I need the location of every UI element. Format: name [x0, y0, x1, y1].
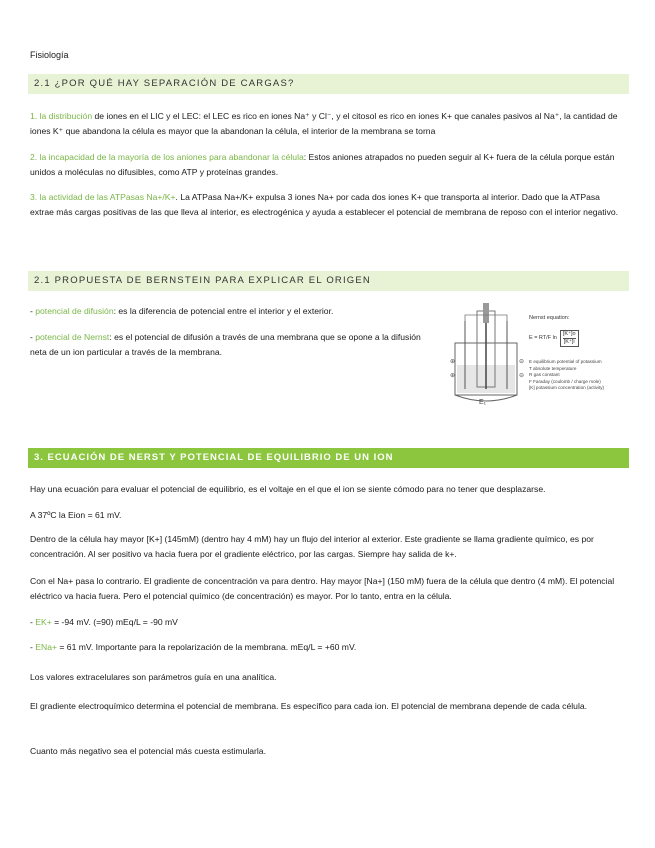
- svg-text:⊕: ⊕: [450, 373, 456, 379]
- lead-text: EK+: [35, 617, 52, 627]
- lead-text: potencial de Nernst: [35, 332, 110, 342]
- paragraph-extracellular: Los valores extracelulares son parámetros guía en una analítica.: [30, 672, 277, 682]
- legend-item: E equilibrium potential of potassium: [529, 359, 602, 364]
- lead-text: 2. la incapacidad de la mayoría de los aniones para abandonar la célula: [30, 152, 304, 162]
- nernst-equation-box: [529, 315, 623, 392]
- paragraph-atpase: [30, 190, 626, 220]
- paragraph-ena: - ENa+ = 61 mV. Importante para la repolarización de la membrana. mEq/L = +60 mV.: [30, 642, 357, 652]
- equation-lhs: E = RT/F ln: [529, 335, 557, 341]
- svg-text:⊕: ⊕: [450, 359, 456, 365]
- lead-text: potencial de difusión: [35, 306, 114, 316]
- electrode-top-shape: [483, 303, 489, 323]
- paragraph-stimulation: Cuanto más negativo sea el potencial más cuesta estimularla.: [30, 746, 266, 756]
- body-text: : es la diferencia de potencial entre el interior y el exterior.: [113, 306, 334, 316]
- vessel-label: E₁: [479, 399, 487, 406]
- legend-item: T absolute temperature: [529, 365, 577, 371]
- lead-text: 1. la distribución: [30, 111, 93, 121]
- legend-item: [K] potassium concentration (activity): [529, 385, 605, 390]
- paragraph-anions: [30, 150, 626, 180]
- paragraph-ek: - EK+ = -94 mV. (=90) mEq/L = -90 mV: [30, 617, 178, 627]
- paragraph-sodium: Con el Na+ pasa lo contrario. El gradiente de concentración va para dentro. Hay mayor [Na+] (150 mM) fuera de la célula que dentro (4 mM). El potencial eléctrico va hacia fuera. Pero el potencial químico (de concentración) es mayor. Por lo tanto, entra en la célula.: [30, 576, 615, 601]
- body-text: = -94 mV. (=90) mEq/L = -90 mV: [51, 617, 178, 627]
- paragraph-diffusion-potential: - potencial de difusión: es la diferencia de potencial entre el interior y el exterior.: [30, 306, 334, 316]
- svg-text:⊖: ⊖: [519, 359, 525, 365]
- svg-text:⊖: ⊖: [519, 373, 525, 379]
- paragraph-potassium: Dentro de la célula hay mayor [K+] (145mM) (dentro hay 4 mM) hay un flujo del interior al exterior. Este gradiente se llama gradiente químico, es por concentración. Al ser positivo va hacia fuera por el gradiente eléctrico, por las cargas. Siempre hay salida de k+.: [30, 534, 594, 559]
- equation-legend: [529, 359, 623, 392]
- paragraph-nernst-potential: - potencial de Nernst: es el potencial de difusión a través de una membrana que se opone a la difusión neta de un ion particular a través de la membrana.: [30, 332, 421, 357]
- paragraph-electrochemical: El gradiente electroquímico determina el potencial de membrana. Es específico para cada ion. El potencial de membrana depende de cada célula.: [30, 701, 588, 711]
- lead-text: 3. la actividad de las ATPasas Na+/K+: [30, 192, 176, 202]
- body-text: de iones en el LIC y el LEC: el LEC es rico en iones Na⁺ y Cl⁻, y el citosol es rico en iones K+ que canales pasivos al Na⁺, la cantidad de iones K⁺ que abandona la célula es mayor que la abandonan la célula, el interior de la membrana se torna: [30, 111, 618, 136]
- section-heading-charge-separation: 2.1 ¿POR QUÉ HAY SEPARACIÓN DE CARGAS?: [28, 74, 629, 94]
- paragraph-equilibrium: Hay una ecuación para evaluar el potencial de equilibrio, es el voltaje en el que el ion se siente cómodo para no tener que desplazarse.: [30, 484, 546, 494]
- body-text: . La ATPasa Na+/K+ expulsa 3 iones Na+ por cada dos iones K+ que transporta al interior. Dado que la ATPasa extrae más cargas positivas de las que lleva al interior, es electrogénica y ayuda a establecer el potencial de membrana de reposo con el interior negativo.: [30, 192, 619, 217]
- equation-denominator: [K⁺]i: [563, 339, 575, 345]
- paragraph-distribution: [30, 109, 626, 139]
- body-text: : Estos aniones atrapados no pueden seguir al K+ fuera de la célula porque están unidos a moléculas no difusibles, como ATP y proteínas grandes.: [30, 152, 615, 177]
- nernst-apparatus-figure: [441, 303, 629, 413]
- body-text: : es el potencial de difusión a través de una membrana que se opone a la difusión neta de un ion particular a través de la membrana.: [30, 332, 421, 357]
- body-text: = 61 mV. Importante para la repolarización de la membrana. mEq/L = +60 mV.: [57, 642, 357, 652]
- equation-numerator: [K⁺]o: [562, 331, 576, 337]
- equation-title: Nernst equation:: [529, 315, 570, 321]
- legend-item: F Faraday (coulomb / charge mole): [529, 378, 601, 384]
- section-heading-bernstein: 2.1 PROPUESTA DE BERNSTEIN PARA EXPLICAR EL ORIGEN: [28, 271, 629, 291]
- subject-label: Fisiología: [30, 50, 69, 60]
- lead-text: ENa+: [35, 642, 57, 652]
- paragraph-eion-value: A 37ºC la Eion = 61 mV.: [30, 510, 122, 520]
- legend-item: R gas constant: [529, 372, 560, 377]
- section-heading-nernst: 3. ECUACIÓN DE NERST Y POTENCIAL DE EQUILIBRIO DE UN ION: [28, 448, 629, 468]
